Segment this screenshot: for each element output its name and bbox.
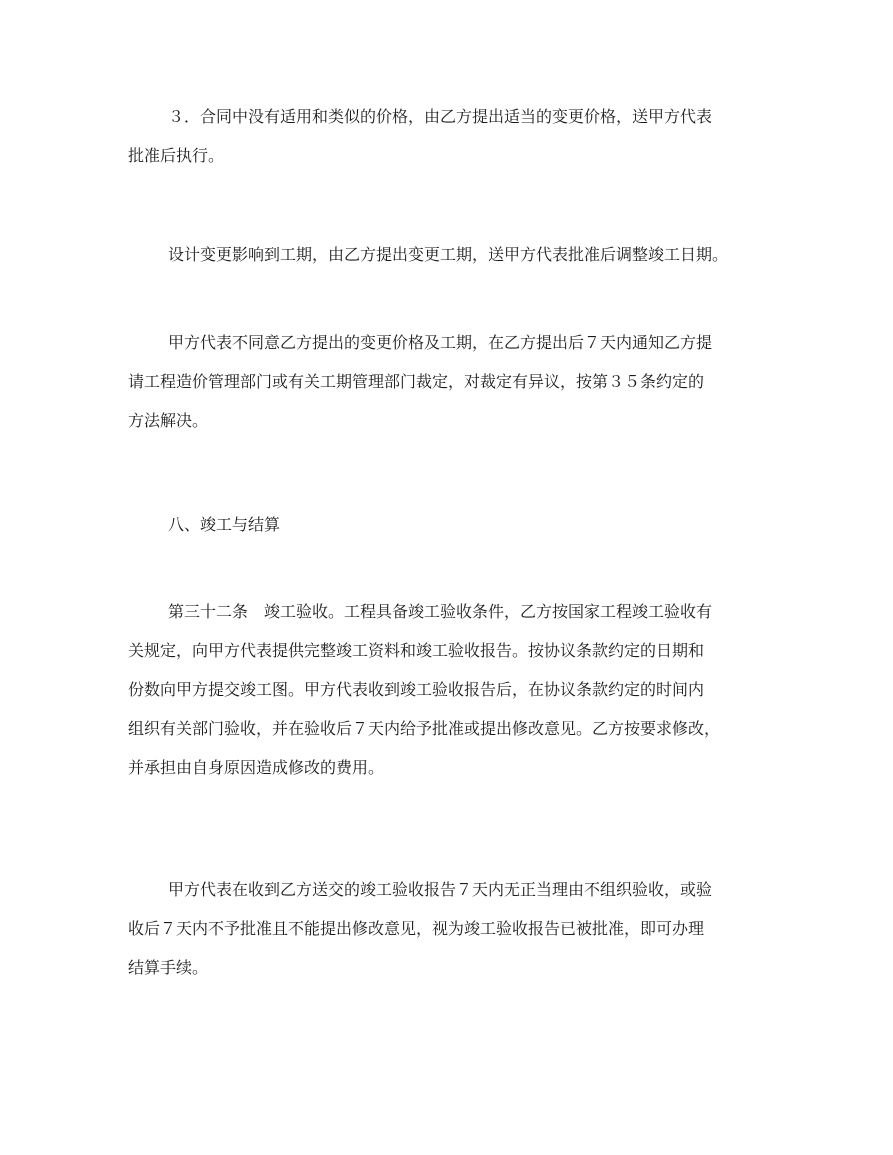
text-line: 份数向甲方提交竣工图。甲方代表收到竣工验收报告后，在协议条款约定的时间内	[128, 680, 705, 699]
section-title: 八、竣工与结算	[168, 515, 281, 534]
text-line: 请工程造价管理部门或有关工期管理部门裁定，对裁定有异议，按第３５条约定的	[128, 372, 705, 391]
paragraph-article-32	[128, 592, 768, 787]
text-line: 第三十二条 竣工验收。工程具备竣工验收条件，乙方按国家工程竣工验收有	[168, 602, 713, 621]
text-line: 收后７天内不予批准且不能提出修改意见，视为竣工验收报告已被批准，即可办理	[128, 919, 705, 938]
text-line: 设计变更影响到工期，由乙方提出变更工期，送甲方代表批准后调整竣工日期。	[168, 245, 729, 264]
text-line: 方法解决。	[128, 411, 209, 430]
paragraph-disagreement	[128, 323, 768, 440]
paragraph-clause-3	[128, 97, 768, 175]
text-line: ３．合同中没有适用和类似的价格，由乙方提出适当的变更价格，送甲方代表	[168, 107, 713, 126]
text-line: 甲方代表不同意乙方提出的变更价格及工期，在乙方提出后７天内通知乙方提	[168, 333, 713, 352]
text-line: 并承担由自身原因造成修改的费用。	[128, 758, 385, 777]
text-line: 结算手续。	[128, 958, 209, 977]
text-line: 批准后执行。	[128, 146, 225, 165]
paragraph-acceptance-timeout	[128, 870, 768, 987]
section-heading	[128, 505, 768, 544]
paragraph-design-change	[128, 235, 768, 274]
text-line: 组织有关部门验收，并在验收后７天内给予批准或提出修改意见。乙方按要求修改，	[128, 719, 721, 738]
text-line: 关规定，向甲方代表提供完整竣工资料和竣工验收报告。按协议条款约定的日期和	[128, 641, 705, 660]
text-line: 甲方代表在收到乙方送交的竣工验收报告７天内无正当理由不组织验收，或验	[168, 880, 713, 899]
